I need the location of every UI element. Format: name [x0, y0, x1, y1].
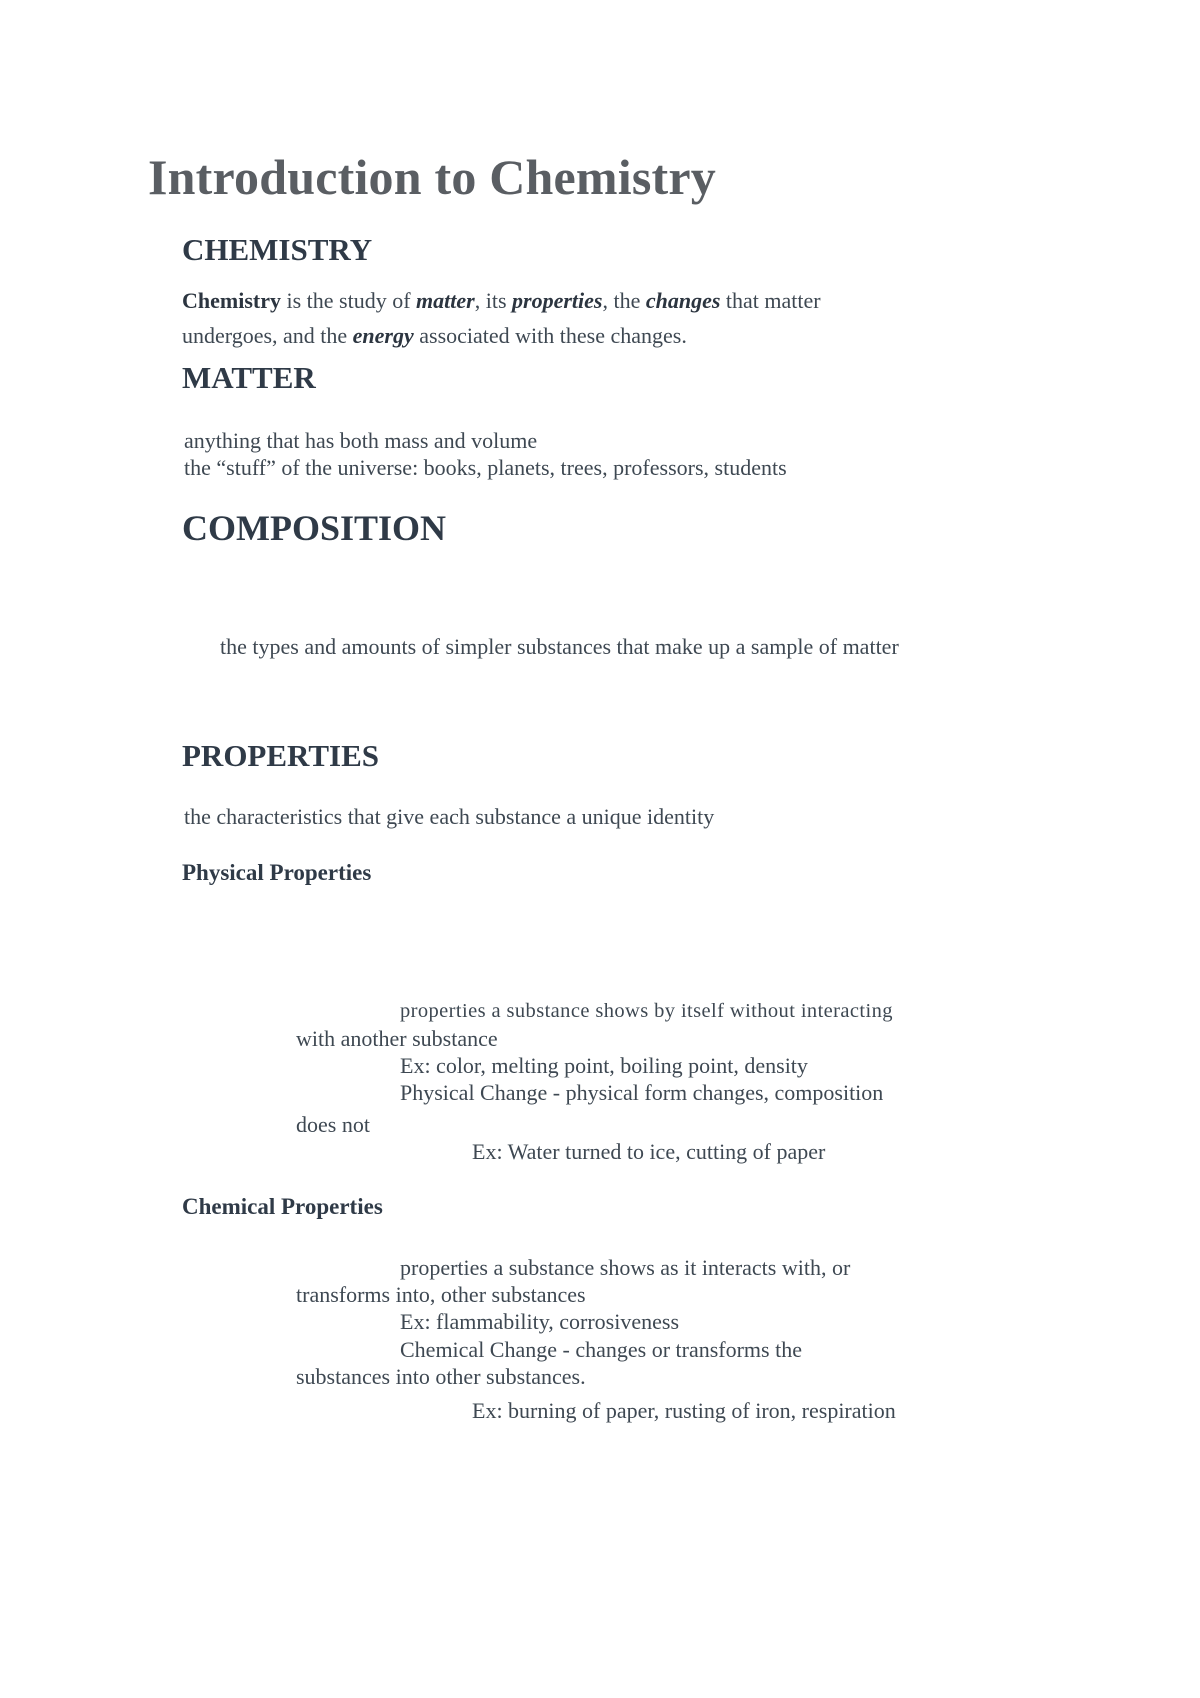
chemistry-definition-line-1 — [182, 288, 821, 314]
text-fragment: that matter — [720, 288, 821, 313]
physical-change-example: Ex: Water turned to ice, cutting of paper — [472, 1139, 826, 1164]
physical-example: Ex: color, melting point, boiling point, density — [400, 1053, 808, 1078]
physical-line-2: with another substance — [296, 1026, 498, 1051]
text-fragment: , its — [474, 288, 513, 313]
section-heading-matter: MATTER — [182, 360, 316, 395]
chemical-change-line-1: Chemical Change - changes or transforms the — [400, 1337, 802, 1362]
subheading-physical-properties: Physical Properties — [182, 860, 372, 885]
properties-definition: the characteristics that give each substance a unique identity — [184, 804, 715, 829]
physical-line-1: properties a substance shows by itself without interacting — [400, 1000, 893, 1022]
chemical-change-line-2: substances into other substances. — [296, 1364, 586, 1389]
composition-definition: the types and amounts of simpler substances that make up a sample of matter — [220, 634, 899, 659]
page-title: Introduction to Chemistry — [148, 149, 716, 205]
text-fragment: associated with these changes. — [413, 323, 687, 348]
chemical-change-example: Ex: burning of paper, rusting of iron, respiration — [472, 1398, 896, 1423]
matter-line-1: anything that has both mass and volume — [184, 428, 538, 453]
physical-change-line-2: does not — [296, 1112, 370, 1137]
chemical-line-2: transforms into, other substances — [296, 1282, 586, 1307]
section-heading-properties: PROPERTIES — [182, 738, 380, 773]
term-chemistry: Chemistry — [182, 288, 281, 313]
chemical-example: Ex: flammability, corrosiveness — [400, 1309, 680, 1334]
matter-line-2: the “stuff” of the universe: books, planets, trees, professors, students — [184, 455, 787, 480]
text-fragment: , the — [602, 288, 646, 313]
chemistry-definition-line-2 — [182, 323, 687, 349]
text-fragment: undergoes, and the — [182, 323, 353, 348]
term-properties: properties — [512, 288, 603, 313]
term-changes: changes — [645, 288, 721, 313]
section-heading-composition: COMPOSITION — [182, 508, 447, 548]
chemical-line-1: properties a substance shows as it interacts with, or — [400, 1255, 851, 1280]
term-energy: energy — [352, 323, 414, 348]
subheading-chemical-properties: Chemical Properties — [182, 1194, 383, 1219]
section-heading-chemistry: CHEMISTRY — [182, 232, 373, 267]
physical-change-line-1: Physical Change - physical form changes, composition — [400, 1080, 884, 1105]
term-matter: matter — [416, 288, 475, 313]
text-fragment: is the study of — [280, 288, 417, 313]
